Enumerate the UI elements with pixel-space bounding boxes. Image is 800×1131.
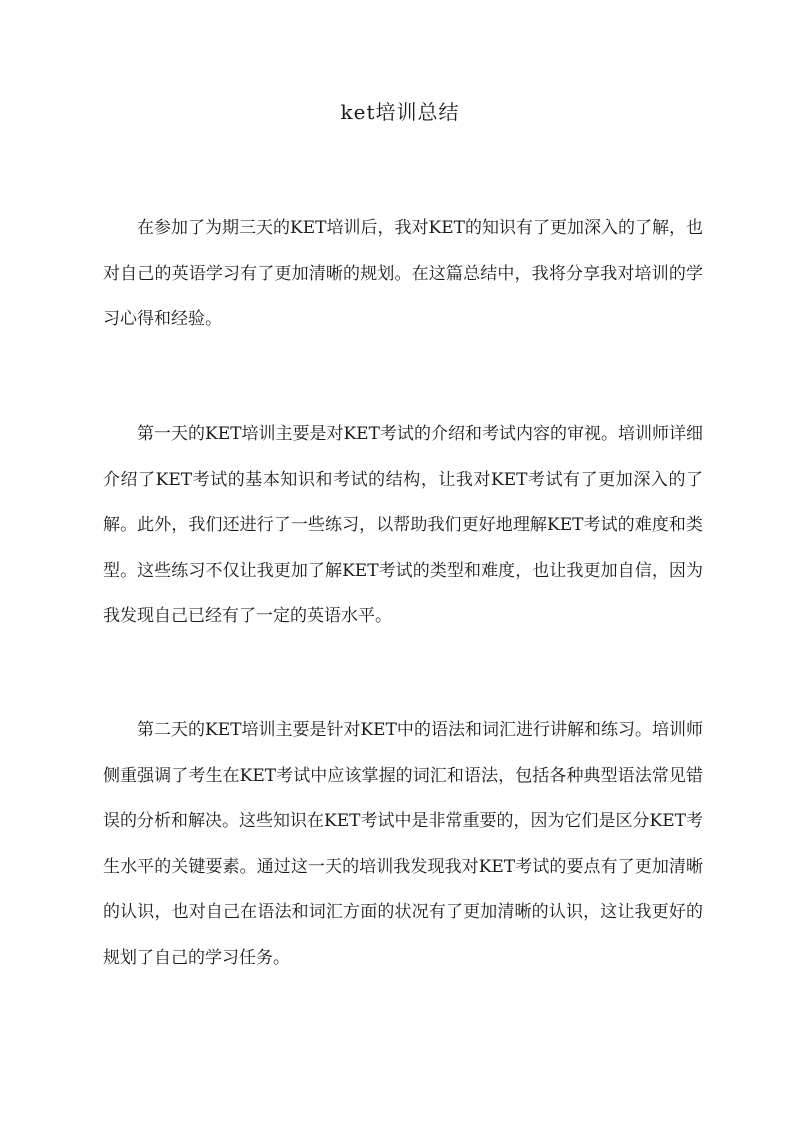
paragraph-intro: 在参加了为期三天的KET培训后，我对KET的知识有了更加深入的了解，也对自己的英语学习有了更加清晰的规划。在这篇总结中，我将分享我对培训的学习心得和经验。: [103, 218, 703, 329]
document-title: ket培训总结: [340, 100, 460, 124]
paragraph-day-one: 第一天的KET培训主要是对KET考试的介绍和考试内容的审视。培训师详细介绍了KET考试的基本知识和考试的结构，让我对KET考试有了更加深入的了解。此外，我们还进行了一些练习，以帮助我们更好地理解KET考试的难度和类型。这些练习不仅让我更加了解KET考试的类型和难度，也让我更加自信，因为我发现自己已经有了一定的英语水平。: [103, 424, 703, 626]
paragraph-day-two: 第二天的KET培训主要是针对KET中的语法和词汇进行讲解和练习。培训师侧重强调了考生在KET考试中应该掌握的词汇和语法，包括各种典型语法常见错误的分析和解决。这些知识在KET考试中是非常重要的，因为它们是区分KET考生水平的关键要素。通过这一天的培训我发现我对KET考试的要点有了更加清晰的认识，也对自己在语法和词汇方面的状况有了更加清晰的认识，这让我更好的规划了自己的学习任务。: [103, 720, 703, 968]
